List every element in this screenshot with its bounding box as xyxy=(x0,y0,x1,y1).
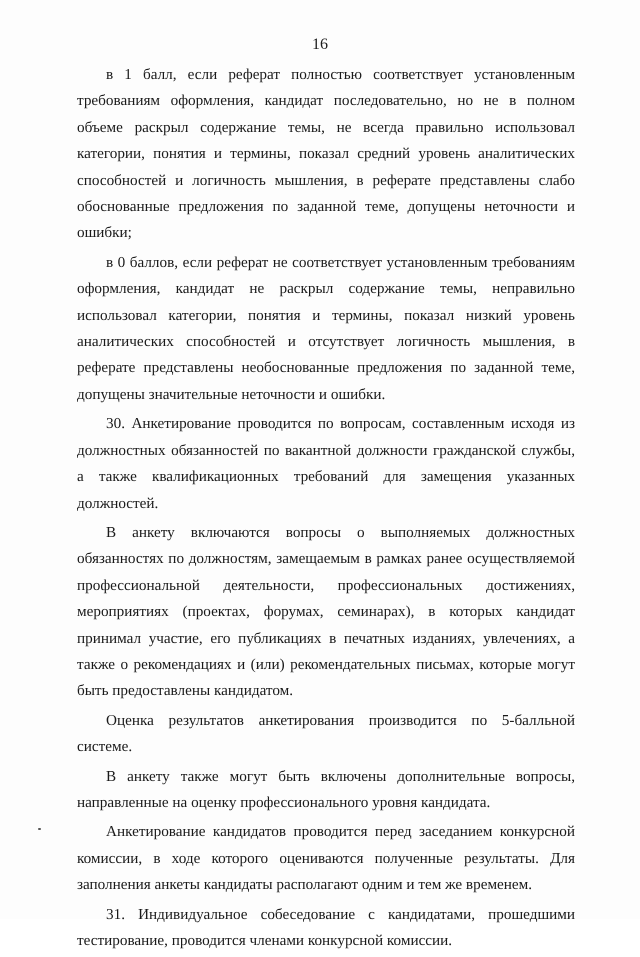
paragraph-additional-questions: В анкету также могут быть включены дополнительные вопросы, направленные на оценку профессионального уровня кандидата. xyxy=(77,767,575,811)
paragraph-item-30: 30. Анкетирование проводится по вопросам, составленным исходя из должностных обязанностей по вакантной должности гражданской службы, а также квалификационных требований для замещения указанных должностей. xyxy=(77,415,575,512)
paragraph-questionnaire-timing: Анкетирование кандидатов проводится перед заседанием конкурсной комиссии, в ходе которого оцениваются полученные результаты. Для заполнения анкеты кандидаты располагают одним и тем же временем. xyxy=(77,823,575,894)
scan-speck xyxy=(38,828,41,830)
paragraph-score-1: в 1 балл, если реферат полностью соответствует установленным требованиям оформления, кандидат последовательно, но не в полном объеме раскрыл содержание темы, не всегда правильно использовал категории, понятия и термины, показал средний уровень аналитических способностей и логичность мышления, в реферате представлены слабо обоснованные предложения по заданной теме, допущены неточности и ошибки; xyxy=(77,66,575,242)
paragraph-questionnaire-contents: В анкету включаются вопросы о выполняемых должностных обязанностях по должностям, замещаемым в рамках ранее осуществляемой профессиональной деятельности, профессиональных достижениях, мероприятиях (проектах, форумах, семинарах), в которых кандидат принимал участие, его публикациях в печатных изданиях, увлечениях, а также о рекомендациях и (или) рекомендательных письмах, которые могут быть предоставлены кандидатом. xyxy=(77,523,575,700)
paragraph-score-0: в 0 баллов, если реферат не соответствует установленным требованиям оформления, кандидат не раскрыл содержание темы, неправильно использовал категории, понятия и термины, показал низкий уровень аналитических способностей и отсутствует логичность мышления, в реферате представлены необоснованные предложения по заданной теме, допущены значительные неточности и ошибки. xyxy=(77,253,575,403)
paragraph-item-31: 31. Индивидуальное собеседование с кандидатами, прошедшими тестирование, проводится членами конкурсной комиссии. xyxy=(77,905,575,949)
page-number: 16 xyxy=(312,36,328,53)
paragraph-scoring-system: Оценка результатов анкетирования производится по 5-балльной системе. xyxy=(77,711,575,756)
document-body xyxy=(77,62,575,957)
